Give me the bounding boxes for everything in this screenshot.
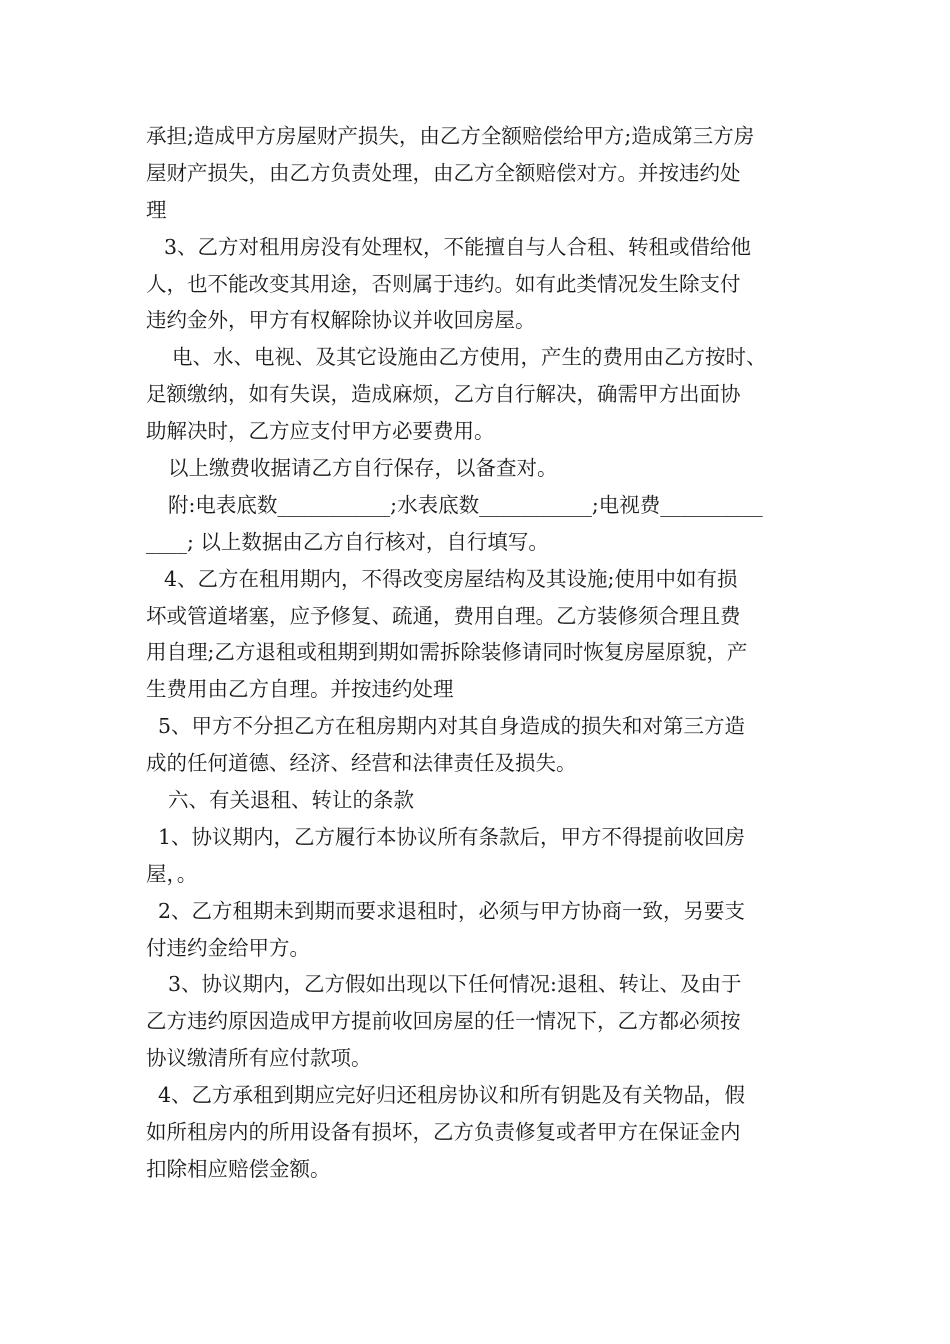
text-line: 5、甲方不分担乙方在租房期内对其自身造成的损失和对第三方造 [158, 714, 746, 739]
text-line: 3、乙方对租用房没有处理权，不能擅自与人合租、转租或借给他 [164, 234, 752, 259]
text-line: 助解决时，乙方应支付甲方必要费用。 [146, 419, 495, 444]
text-line: 4、乙方承租到期应完好归还租房协议和所有钥匙及有关物品，假 [158, 1083, 746, 1108]
text-line: 屋，。 [146, 861, 198, 886]
text-line: 协议缴清所有应付款项。 [146, 1046, 372, 1071]
text-line: 以上缴费收据请乙方自行保存，以备查对。 [168, 456, 558, 481]
text-line: 用自理;乙方退租或租期到期如需拆除装修请同时恢复房屋原貌，产 [146, 640, 748, 665]
text-line: 承担;造成甲方房屋财产损失，由乙方全额赔偿给甲方;造成第三方房 [146, 124, 755, 148]
text-line: 3、协议期内，乙方假如出现以下任何情况:退租、转让、及由于 [168, 972, 742, 997]
text-line: 4、乙方在租用期内，不得改变房屋结构及其设施;使用中如有损 [164, 566, 738, 591]
text-line: 电、水、电视、及其它设施由乙方使用，产生的费用由乙方按时、 [172, 345, 767, 370]
text-line: 违约金外，甲方有权解除协议并收回房屋。 [146, 308, 536, 333]
text-line: 理 [146, 197, 167, 222]
text-line: 乙方违约原因造成甲方提前收回房屋的任一情况下，乙方都必须按 [146, 1009, 741, 1034]
text-line: 2、乙方租期未到期而要求退租时，必须与甲方协商一致，另要支 [158, 898, 746, 923]
text-line: ____; 以上数据由乙方自行核对，自行填写。 [146, 529, 549, 554]
text-line: 1、协议期内，乙方履行本协议所有条款后，甲方不得提前收回房 [158, 824, 746, 849]
text-line: 坏或管道堵塞，应予修复、疏通，费用自理。乙方装修须合理且费 [146, 603, 741, 628]
text-line: 扣除相应赔偿金额。 [146, 1156, 331, 1181]
text-line: 成的任何道德、经济、经营和法律责任及损失。 [146, 751, 577, 776]
text-line: 屋财产损失，由乙方负责处理，由乙方全额赔偿对方。并按违约处 [146, 160, 741, 185]
document-body [146, 118, 816, 1188]
text-line: 付违约金给甲方。 [146, 935, 310, 960]
text-line: 人，也不能改变其用途，否则属于违约。如有此类情况发生除支付 [146, 271, 741, 296]
text-line: 附:电表底数___________;水表底数___________;电视费__________ [168, 492, 763, 517]
text-line: 生费用由乙方自理。并按违约处理 [146, 677, 454, 702]
text-line: 足额缴纳，如有失误，造成麻烦，乙方自行解决，确需甲方出面协 [146, 382, 741, 407]
text-line: 六、有关退租、转让的条款 [168, 788, 414, 813]
text-line: 如所租房内的所用设备有损坏，乙方负责修复或者甲方在保证金内 [146, 1120, 741, 1145]
